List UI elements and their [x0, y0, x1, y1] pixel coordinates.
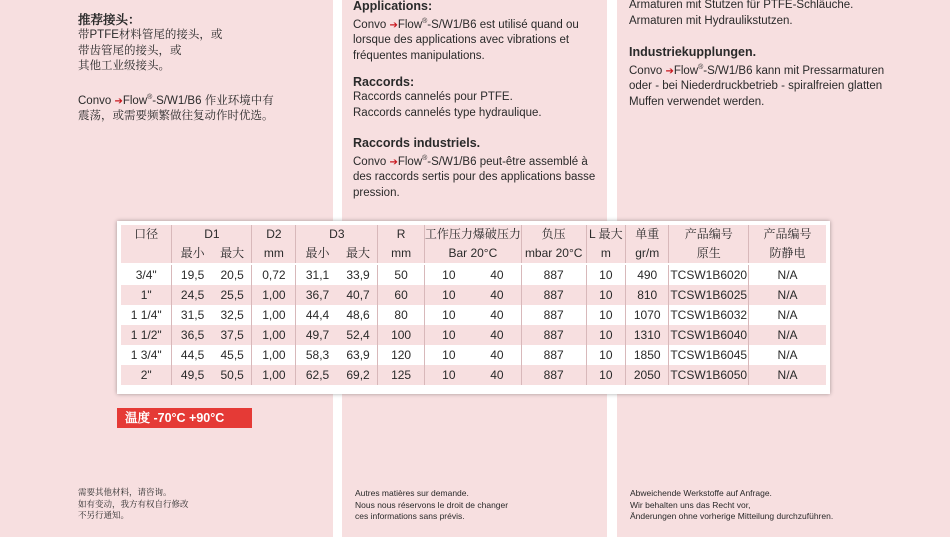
arrow-icon: ➔: [389, 19, 398, 31]
cell-d3-min: 62,5: [296, 365, 339, 385]
applications-text: -S/W1/B6 est utilisé quand ou: [427, 18, 579, 31]
col-work-pressure-header: 工作压力: [424, 225, 473, 244]
chinese-line: 其他工业级接头。: [78, 60, 170, 72]
arrow-icon: ➔: [389, 156, 398, 168]
cell-size: 3/4": [121, 264, 172, 285]
brand-prefix: Convo: [629, 64, 663, 77]
cell-vacuum: 887: [521, 285, 586, 305]
cell-length: 10: [586, 285, 626, 305]
registered-mark: ®: [422, 18, 428, 25]
german-line: Muffen verwendet werden.: [629, 95, 765, 108]
cell-weight: 2050: [626, 365, 669, 385]
cell-weight: 1070: [626, 305, 669, 325]
table-row: [121, 305, 826, 325]
cell-code-original: TCSW1B6050: [669, 365, 749, 385]
cell-r: 60: [378, 285, 424, 305]
cell-d3-max: 48,6: [339, 305, 378, 325]
vacuum-unit-subheader: mbar 20°C: [521, 244, 586, 264]
cell-d2: 1,00: [252, 345, 296, 365]
cell-vacuum: 887: [521, 325, 586, 345]
spec-table-card: [117, 221, 830, 394]
cell-burst-pressure: 40: [473, 305, 522, 325]
cell-vacuum: 887: [521, 365, 586, 385]
table-row: [121, 325, 826, 345]
spec-table: [121, 225, 826, 385]
registered-mark: ®: [422, 155, 428, 162]
brand-prefix: Convo: [353, 18, 387, 31]
note-line: Nous nous réservons le droit de changer: [355, 499, 509, 510]
cell-d1-max: 50,5: [213, 365, 252, 385]
raccords-heading: Raccords:: [353, 75, 415, 89]
cell-work-pressure: 10: [424, 325, 473, 345]
cell-code-antistatic: N/A: [749, 264, 826, 285]
weight-unit-subheader: gr/m: [626, 244, 669, 264]
cell-d2: 1,00: [252, 285, 296, 305]
cell-length: 10: [586, 264, 626, 285]
col-r-header: R: [378, 225, 424, 244]
german-heading: Industriekupplungen.: [629, 45, 757, 59]
note-line: Änderungen ohne vorherige Mitteilung durchzuführen.: [630, 511, 834, 521]
cell-burst-pressure: 40: [473, 285, 522, 305]
cell-d3-max: 33,9: [339, 264, 378, 285]
note-line: Wir behalten uns das Recht vor,: [630, 499, 751, 510]
cell-d2: 1,00: [252, 365, 296, 385]
arrow-icon: ➔: [665, 65, 674, 77]
chinese-usage-line: [78, 90, 274, 109]
brand-product: Flow: [673, 64, 699, 77]
chinese-line: 带齿管尾的接头，或: [78, 44, 182, 57]
cell-d1-min: 44,5: [172, 345, 213, 365]
cell-d1-min: 49,5: [172, 365, 213, 385]
cell-burst-pressure: 40: [473, 345, 522, 365]
cell-length: 10: [586, 365, 626, 385]
german-fittings-block: [629, 0, 853, 29]
cell-d1-max: 37,5: [213, 325, 252, 345]
cell-burst-pressure: 40: [473, 365, 522, 385]
cell-code-original: TCSW1B6025: [669, 285, 749, 305]
cell-work-pressure: 10: [424, 345, 473, 365]
cell-weight: 490: [626, 264, 669, 285]
industrial-text: -S/W1/B6 peut-être assemblé à: [427, 155, 588, 168]
cell-d2: 1,00: [252, 305, 296, 325]
german-line: oder - bei Niederdruckbetrieb - spiralfreien glatten: [629, 80, 883, 93]
french-industrial-block: [353, 135, 595, 201]
col-d2-header: D2: [252, 225, 296, 244]
cell-code-original: TCSW1B6020: [669, 264, 749, 285]
cell-d1-min: 36,5: [172, 325, 213, 345]
temperature-badge: 温度 -70°C +90°C: [117, 408, 252, 428]
table-row: [121, 285, 826, 305]
col-d3-header: D3: [296, 225, 378, 244]
raccords-line: Raccords cannelés type hydraulique.: [353, 106, 542, 119]
note-line: ces informations sans prévis.: [355, 511, 465, 521]
antistatic-subheader: 防静电: [749, 244, 826, 264]
german-line: Armaturen mit Stutzen für PTFE-Schläuche.: [629, 0, 854, 11]
brand-prefix: Convo: [78, 94, 112, 107]
cell-vacuum: 887: [521, 264, 586, 285]
applications-line: [353, 14, 579, 33]
length-unit-subheader: m: [586, 244, 626, 264]
cell-code-antistatic: N/A: [749, 305, 826, 325]
d1-max-subheader: 最大: [213, 244, 252, 264]
original-subheader: 原生: [669, 244, 749, 264]
cell-size: 1 1/4": [121, 305, 172, 325]
table-row: [121, 365, 826, 385]
cell-work-pressure: 10: [424, 305, 473, 325]
cell-r: 125: [378, 365, 424, 385]
chinese-fittings-block: [78, 12, 222, 75]
note-line: 需要其他材料，请咨询。: [78, 487, 172, 497]
table-row: [121, 345, 826, 365]
cell-code-original: TCSW1B6032: [669, 305, 749, 325]
cell-size: 1": [121, 285, 172, 305]
cell-r: 50: [378, 264, 424, 285]
col-weight-header: 单重: [626, 225, 669, 244]
french-note: [355, 488, 508, 523]
cell-code-antistatic: N/A: [749, 285, 826, 305]
german-line: Armaturen mit Hydraulikstutzen.: [629, 14, 793, 27]
german-note: [630, 488, 833, 523]
cell-work-pressure: 10: [424, 285, 473, 305]
german-text: -S/W1/B6 kann mit Pressarmaturen: [703, 64, 885, 77]
cell-burst-pressure: 40: [473, 325, 522, 345]
cell-burst-pressure: 40: [473, 264, 522, 285]
pressure-unit-subheader: Bar 20°C: [424, 244, 521, 264]
cell-vacuum: 887: [521, 305, 586, 325]
cell-d1-min: 19,5: [172, 264, 213, 285]
table-body: [121, 264, 826, 385]
industrial-line: des raccords sertis pour des applications basse: [353, 171, 596, 184]
col-d1-header: D1: [172, 225, 252, 244]
german-line: [629, 60, 884, 79]
cell-length: 10: [586, 305, 626, 325]
cell-d1-max: 20,5: [213, 264, 252, 285]
cell-d3-min: 31,1: [296, 264, 339, 285]
industrial-line: pression.: [353, 186, 400, 199]
cell-length: 10: [586, 325, 626, 345]
brand-product: Flow: [122, 94, 148, 107]
col-size-header: 口径: [121, 225, 172, 244]
cell-d2: 1,00: [252, 325, 296, 345]
industrial-line: [353, 151, 595, 170]
d3-min-subheader: 最小: [296, 244, 339, 264]
table-subheader-row: [121, 244, 826, 264]
cell-weight: 810: [626, 285, 669, 305]
cell-d1-max: 32,5: [213, 305, 252, 325]
cell-vacuum: 887: [521, 345, 586, 365]
cell-code-antistatic: N/A: [749, 345, 826, 365]
cell-code-original: TCSW1B6045: [669, 345, 749, 365]
industrial-heading: Raccords industriels.: [353, 136, 481, 150]
cell-size: 1 1/2": [121, 325, 172, 345]
cell-d3-min: 49,7: [296, 325, 339, 345]
table-row: [121, 264, 826, 285]
applications-line: lorsque des applications avec vibrations et: [353, 34, 570, 47]
chinese-note: [78, 487, 189, 522]
r-unit-subheader: mm: [378, 244, 424, 264]
note-line: Autres matières sur demande.: [355, 488, 469, 498]
german-industrial-block: [629, 44, 884, 110]
col-code-antistatic-header: 产品编号: [749, 225, 826, 244]
cell-d3-min: 36,7: [296, 285, 339, 305]
cell-r: 100: [378, 325, 424, 345]
note-line: 不另行通知。: [78, 510, 130, 520]
cell-d3-max: 52,4: [339, 325, 378, 345]
cell-d3-max: 63,9: [339, 345, 378, 365]
cell-d3-max: 69,2: [339, 365, 378, 385]
registered-mark: ®: [698, 64, 704, 71]
chinese-heading: 推荐接头：: [78, 13, 141, 27]
col-code-original-header: 产品编号: [669, 225, 749, 244]
cell-code-antistatic: N/A: [749, 365, 826, 385]
french-applications-block: [353, 0, 579, 64]
cell-d1-min: 31,5: [172, 305, 213, 325]
arrow-icon: ➔: [114, 95, 123, 107]
cell-d2: 0,72: [252, 264, 296, 285]
cell-length: 10: [586, 345, 626, 365]
chinese-usage-paragraph: [78, 90, 274, 125]
cell-d3-min: 58,3: [296, 345, 339, 365]
cell-code-original: TCSW1B6040: [669, 325, 749, 345]
cell-size: 2": [121, 365, 172, 385]
cell-weight: 1310: [626, 325, 669, 345]
col-vacuum-header: 负压: [521, 225, 586, 244]
brand-product: Flow: [397, 155, 423, 168]
cell-r: 80: [378, 305, 424, 325]
brand-prefix: Convo: [353, 155, 387, 168]
table-header-row: [121, 225, 826, 244]
d2-unit-subheader: mm: [252, 244, 296, 264]
cell-size: 1 3/4": [121, 345, 172, 365]
cell-work-pressure: 10: [424, 365, 473, 385]
cell-d3-max: 40,7: [339, 285, 378, 305]
cell-r: 120: [378, 345, 424, 365]
applications-heading: Applications:: [353, 0, 433, 13]
raccords-line: Raccords cannelés pour PTFE.: [353, 91, 513, 103]
french-raccords-block: [353, 74, 542, 121]
chinese-usage-line: 震荡，或需要频繁做往复动作时优选。: [78, 110, 274, 123]
cell-d3-min: 44,4: [296, 305, 339, 325]
chinese-line: 带PTFE材料管尾的接头，或: [78, 29, 223, 41]
col-burst-pressure-header: 爆破压力: [473, 225, 522, 244]
cell-weight: 1850: [626, 345, 669, 365]
d1-min-subheader: 最小: [172, 244, 213, 264]
cell-code-antistatic: N/A: [749, 325, 826, 345]
note-line: Abweichende Werkstoffe auf Anfrage.: [630, 488, 772, 498]
brand-product: Flow: [397, 18, 423, 31]
usage-text: -S/W1/B6 作业环境中有: [152, 94, 274, 107]
col-size-subheader: [121, 244, 172, 264]
cell-work-pressure: 10: [424, 264, 473, 285]
note-line: 如有变动，我方有权自行修改: [78, 498, 189, 509]
cell-d1-max: 25,5: [213, 285, 252, 305]
cell-d1-max: 45,5: [213, 345, 252, 365]
cell-d1-min: 24,5: [172, 285, 213, 305]
d3-max-subheader: 最大: [339, 244, 378, 264]
applications-line: fréquentes manipulations.: [353, 49, 485, 62]
col-length-header: L 最大: [586, 225, 626, 244]
registered-mark: ®: [147, 94, 153, 101]
